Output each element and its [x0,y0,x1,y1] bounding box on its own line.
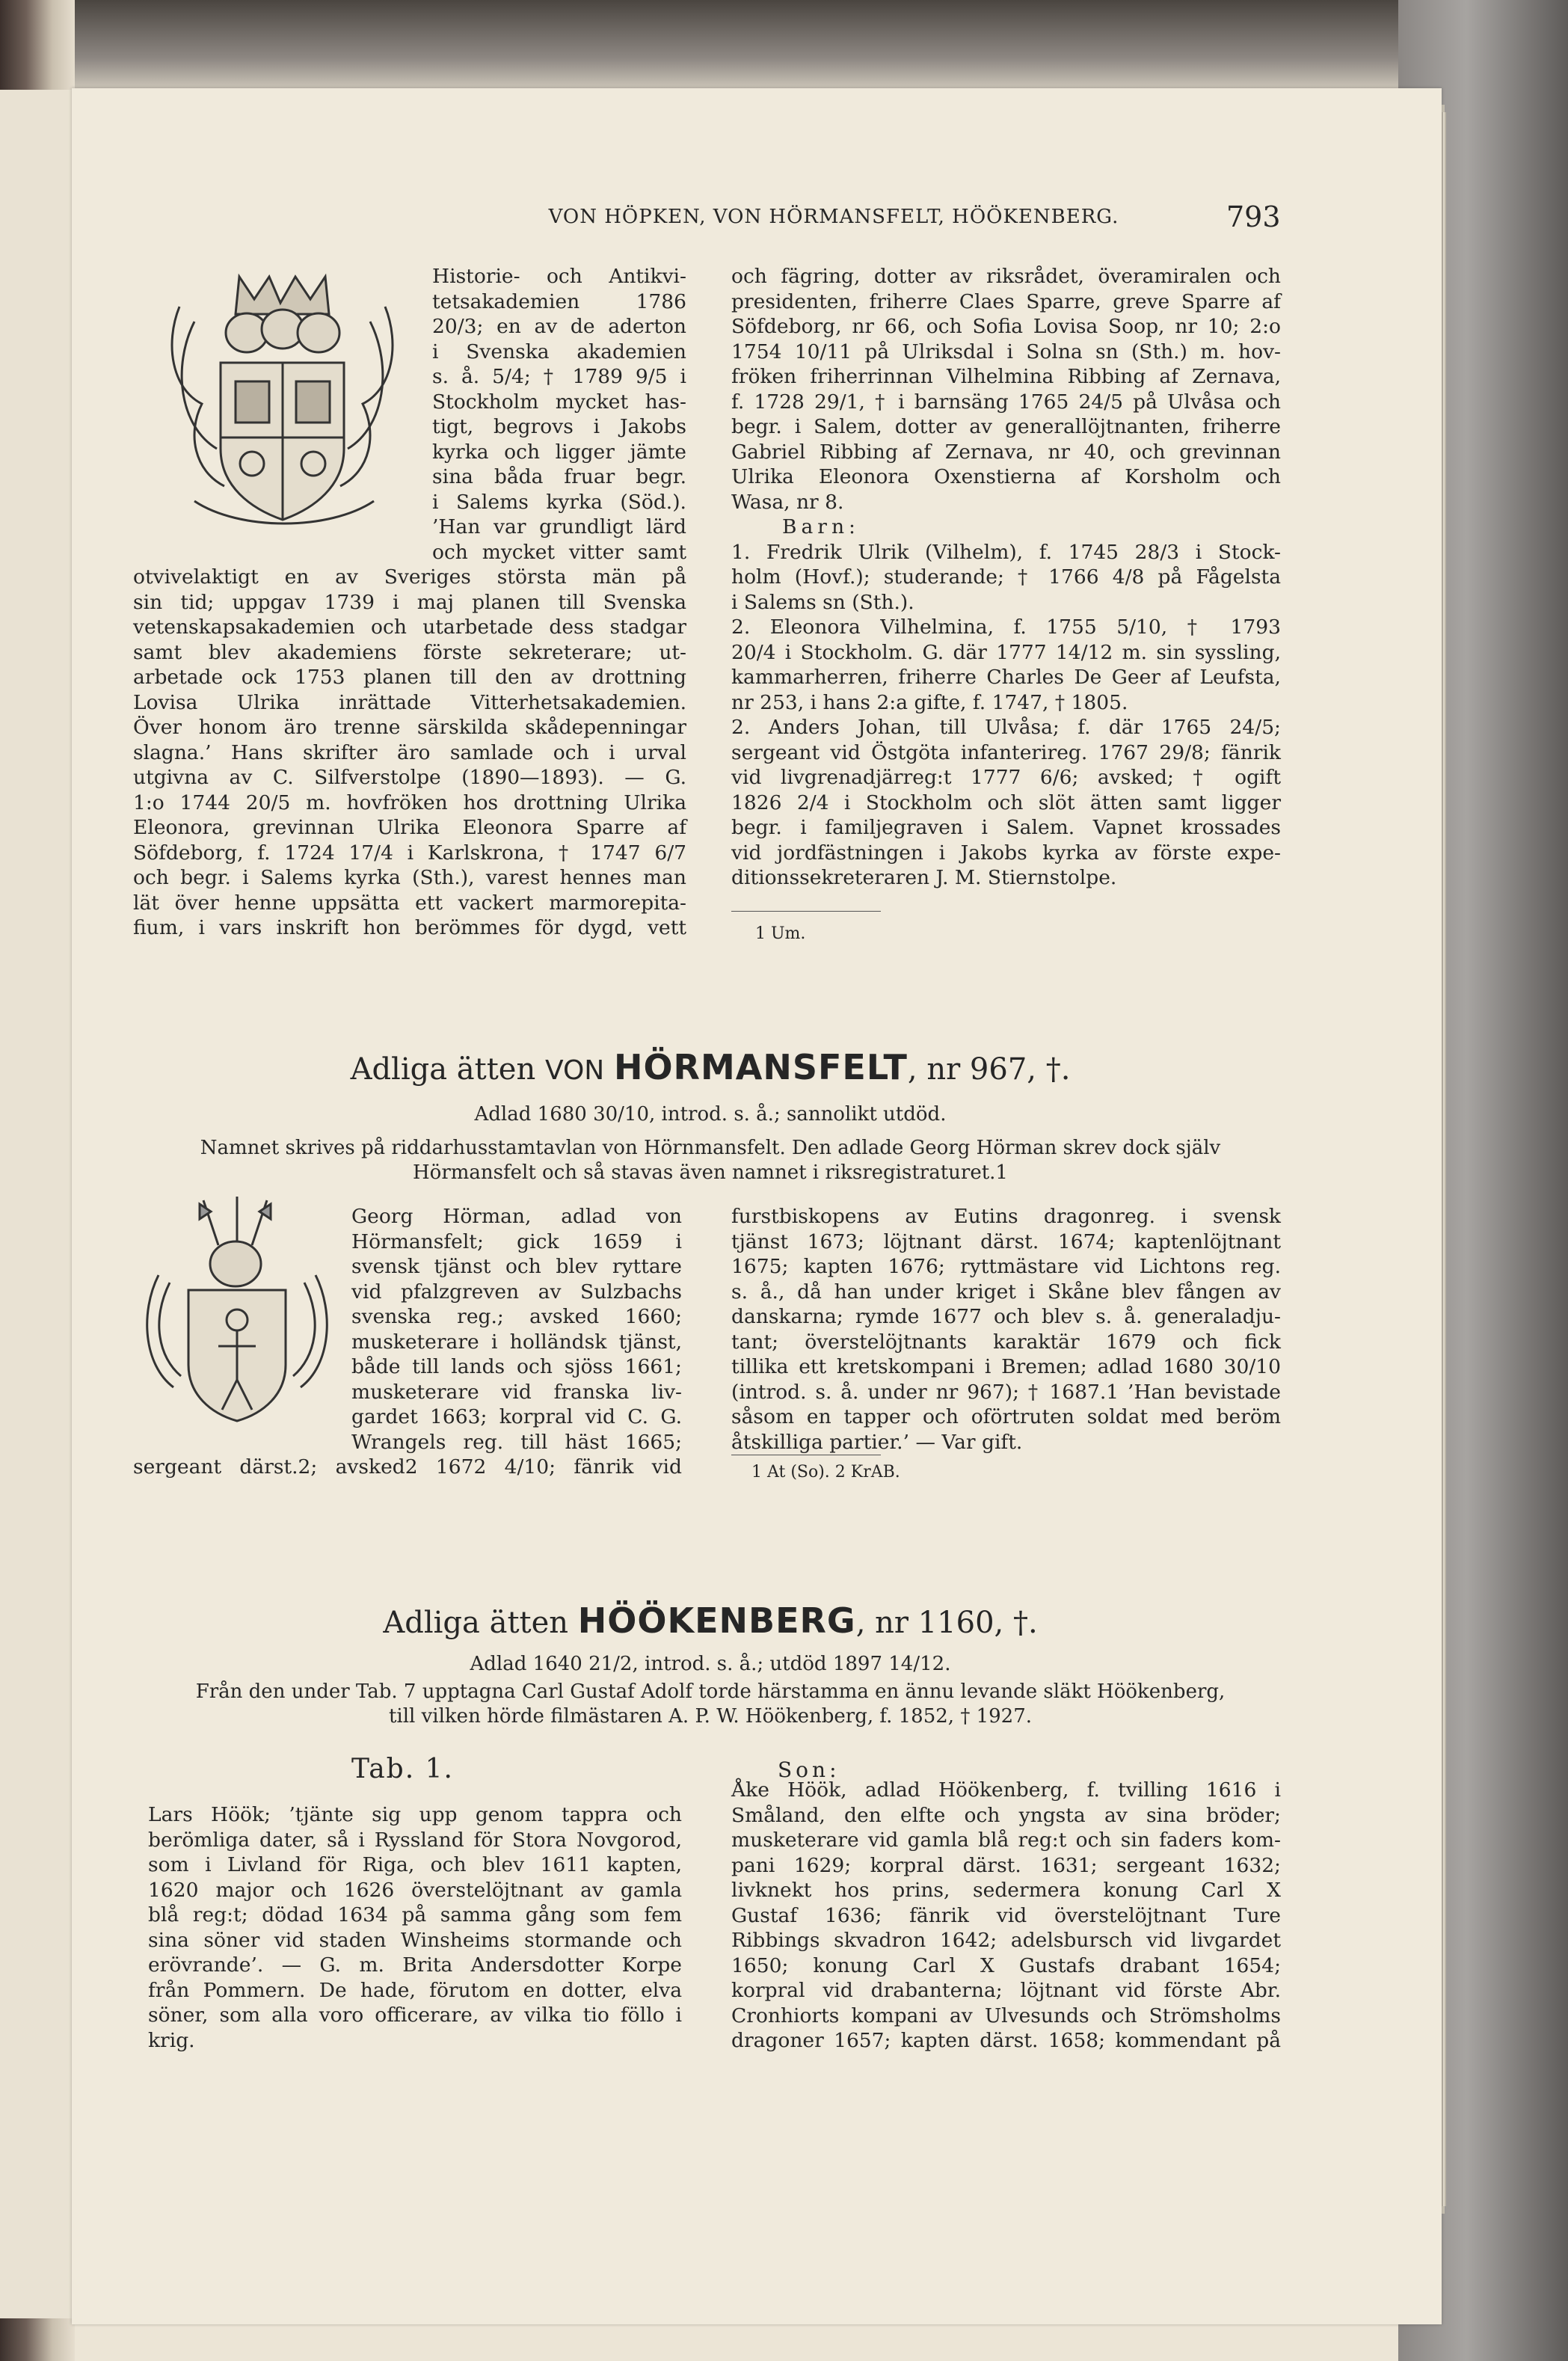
hopken-left-column-full [133,565,686,941]
text-line: Cronhiorts kompani av Ulvesunds och Strömsholms [731,2004,1281,2027]
hormansfelt-right-column [731,1204,1281,1455]
text-line: 20/4 i Stockholm. G. där 1777 14/12 m. sin syssling, [731,640,1281,664]
text-line: pani 1629; korpral därst. 1631; sergeant 1632; [731,1853,1281,1877]
text-line: 2. Eleonora Vilhelmina, f. 1755 5/10, † 1793 [731,615,1281,639]
text-line: svenska reg.; avsked 1660; [351,1305,682,1328]
text-line: 1620 major och 1626 överstelöjtnant av gamla [148,1878,682,1902]
text-line: 1826 2/4 i Stockholm och slöt ätten samt ligger [731,790,1281,814]
text-line: blå reg:t; dödad 1634 på samma gång som fem [148,1903,682,1926]
hookenberg-left-column [148,1802,682,2053]
children-heading: Barn: [782,515,860,538]
son-heading: Son: [778,1757,840,1782]
text-line: sin tid; uppgav 1739 i maj planen till Svenska [133,590,686,614]
text-line: åtskilliga partier.’ — Var gift. [731,1430,1023,1454]
text-line: och mycket vitter samt [432,540,686,564]
hormansfelt-footnotes: 1 At (So). 2 KrAB. [751,1463,900,1482]
text-line: holm (Hovf.); studerande; † 1766 4/8 på Fågelsta [731,565,1281,589]
coat-of-arms-hormansfelt-image [136,1193,338,1432]
text-line: Wrangels reg. till häst 1665; [351,1430,682,1454]
text-line: 2. Anders Johan, till Ulvåsa; f. där 1765 24/5; [731,716,1281,739]
text-line: i Salems sn (Sth.). [731,590,914,614]
hormansfelt-section-title [135,1047,1286,1087]
text-line: 1675; kapten 1676; ryttmästare vid Lichtons reg. [731,1255,1281,1278]
title-name: HÖRMANSFELT [613,1047,908,1087]
text-line: Stockholm mycket has- [432,390,686,414]
footnote-rule [731,911,881,912]
text-line: (introd. s. å. under nr 967); † 1687.1 ’Han bevistade [731,1380,1281,1404]
text-line: Söfdeborg, f. 1724 17/4 i Karlskrona, † 1747 6/7 [133,841,686,865]
hopken-left-column [432,264,686,565]
text-line: vid jordfästningen i Jakobs kyrka av förste expe- [731,841,1281,865]
text-line: arbetade ock 1753 planen till den av drottning [133,666,686,689]
text-line: Åke Höök, adlad Höökenberg, f. tvilling 1616 i [731,1778,1281,1802]
text-line: Ribbings skvadron 1642; adelsbursch vid livgardet [731,1929,1281,1952]
tab-label: Tab. 1. [351,1754,454,1784]
text-line: 1:o 1744 20/5 m. hovfröken hos drottning Ulrika [133,790,686,814]
text-line: erövrande’. — G. m. Brita Andersdotter Korpe [148,1953,682,1977]
text-line: sina söner vid staden Winsheims stormande och [148,1928,682,1952]
text-line: Över honom äro trenne särskilda skådepenningar [133,716,686,739]
text-line: sergeant vid Östgöta infanterireg. 1767 29/8; fänrik [731,740,1281,764]
coat-of-arms-hopken-image [150,262,415,538]
text-line: och begr. i Salems kyrka (Sth.), varest hennes man [133,866,686,889]
hookenberg-note-line1: Från den under Tab. 7 upptagna Carl Gustaf Adolf torde härstamma en ännu levande släkt Höökenberg, [195,1680,1226,1703]
text-line: tant; överstelöjtnants karaktär 1679 och fick [731,1330,1281,1354]
text-line: Historie- och Antikvi- [432,265,686,288]
text-line: utgivna av C. Silfverstolpe (1890—1893). — G. [133,766,686,789]
text-line: i Salems kyrka (Söd.). [432,490,686,514]
text-line: korpral vid drabanterna; löjtnant vid förste Abr. [731,1979,1281,2002]
text-line: ’Han var grundligt lärd [432,515,686,538]
text-line: både till lands och sjöss 1661; [351,1355,682,1378]
title-name: HÖÖKENBERG [577,1600,856,1641]
text-line: slagna.’ Hans skrifter äro samlade och i urval [133,740,686,764]
title-suffix: , nr 967, †. [907,1052,1071,1087]
text-line: Gustaf 1636; fänrik vid överstelöjtnant Ture [731,1903,1281,1927]
text-line: danskarna; rymde 1677 och blev s. å. generaladju- [731,1305,1281,1328]
text-line: Wasa, nr 8. [731,490,844,514]
text-line: söner, som alla voro officerare, av vilka tio föllo i [148,2004,682,2027]
text-line: och fägring, dotter av riksrådet, överamiralen och [731,265,1281,288]
text-line: begr. i familjegraven i Salem. Vapnet krossades [731,816,1281,839]
title-prefix: Adliga ätten [383,1606,569,1640]
text-line: ditionssekreteraren J. M. Stiernstolpe. [731,866,1117,889]
title-suffix: , nr 1160, †. [855,1606,1038,1640]
hormansfelt-note-line2: Hörmansfelt och så stavas även namnet i riksregistraturet.1 [413,1161,1008,1184]
text-line: Gabriel Ribbing af Zernava, nr 40, och grevinnan [731,440,1281,464]
text-line: begr. i Salem, dotter av generallöjtnanten, friherre [731,415,1281,438]
text-line: musketerare vid gamla blå reg:t och sin faders kom- [731,1829,1281,1852]
text-line: 1650; konung Carl X Gustafs drabant 1654; [731,1953,1281,1977]
text-line: som i Livland för Riga, och blev 1611 kapten, [148,1853,682,1876]
hormansfelt-subtitle: Adlad 1680 30/10, introd. s. å.; sannolikt utdöd. [474,1103,947,1126]
text-line: Lovisa Ulrika inrättade Vitterhetsakademien. [133,690,686,714]
text-line: Småland, den elfte och yngsta av sina bröder; [731,1803,1281,1827]
text-line: berömliga dater, så i Ryssland för Stora Novgorod, [148,1828,682,1852]
text-line: livknekt hos prins, sedermera konung Carl X [731,1879,1281,1902]
text-line: fium, i vars inskrift hon berömmes för dygd, vett [133,916,686,939]
title-von: VON [544,1055,605,1086]
page-number: 793 [1226,200,1281,233]
hopken-right-column [731,264,1281,891]
text-line: Eleonora, grevinnan Ulrika Eleonora Sparre af [133,816,686,839]
hormansfelt-left-column [351,1204,682,1455]
text-line: 1. Fredrik Ulrik (Vilhelm), f. 1745 28/3 i Stock- [731,540,1281,564]
text-line: gardet 1663; korpral vid C. G. [351,1405,682,1428]
text-line: kyrka och ligger jämte [432,440,686,464]
title-prefix: Adliga ätten [350,1052,536,1087]
hookenberg-section-title [135,1600,1286,1641]
text-line: sergeant därst.2; avsked2 1672 4/10; fänrik vid [133,1455,682,1479]
photo-background-top [0,0,1568,97]
text-line: s. å. 5/4; † 1789 9/5 i [432,365,686,388]
text-line: sina båda fruar begr. [432,465,686,488]
text-line: Söfdeborg, nr 66, och Sofia Lovisa Soop, nr 10; 2:o [731,315,1281,338]
hormansfelt-left-column-last [133,1455,682,1480]
text-line: musketerare i holländsk tjänst, [351,1330,682,1354]
text-line: musketerare vid franska liv- [351,1380,682,1404]
text-line: tjänst 1673; löjtnant därst. 1674; kaptenlöjtnant [731,1229,1281,1253]
text-line: s. å., då han under kriget i Skåne blev fången av [731,1280,1281,1304]
text-line: fröken friherrinnan Vilhelmina Ribbing af Zernava, [731,365,1281,388]
text-line: dragoner 1657; kapten därst. 1658; kommendant på [731,2029,1281,2052]
hormansfelt-note-line1: Namnet skrives på riddarhusstamtavlan von Hörnmansfelt. Den adlade Georg Hörman skrev dock själv [200,1137,1221,1159]
text-line: Georg Hörman, adlad von [351,1205,682,1228]
text-line: vid pfalzgreven av Sulzbachs [351,1280,682,1304]
text-line: tigt, begrovs i Jakobs [432,415,686,438]
text-line: svensk tjänst och blev ryttare [351,1255,682,1278]
hookenberg-right-column [731,1778,1281,2054]
text-line: såsom en tapper och oförtruten soldat med beröm [731,1405,1281,1428]
hookenberg-subtitle: Adlad 1640 21/2, introd. s. å.; utdöd 1897 14/12. [470,1653,951,1675]
text-line: krig. [148,2028,195,2052]
text-line: vid livgrenadjärreg:t 1777 6/6; avsked; † ogift [731,766,1281,789]
text-line: 20/3; en av de aderton [432,315,686,338]
text-line: presidenten, friherre Claes Sparre, greve Sparre af [731,289,1281,313]
running-head: VON HÖPKEN, VON HÖRMANSFELT, HÖÖKENBERG. [548,206,1119,228]
text-line: lät över henne uppsätta ett vackert marmorepita- [133,891,686,915]
text-line: furstbiskopens av Eutins dragonreg. i svensk [731,1205,1281,1228]
text-line: 1754 10/11 på Ulriksdal i Solna sn (Sth.) m. hov- [731,340,1281,363]
text-line: kammarherren, friherre Charles De Geer af Leufsta, [731,666,1281,689]
text-line: vetenskapsakademien och utarbetade dess stadgar [133,615,686,639]
text-line: f. 1728 29/1, † i barnsäng 1765 24/5 på Ulvåsa och [731,390,1281,414]
text-line: tetsakademien 1786 [432,289,686,313]
text-line: i Svenska akademien [432,340,686,363]
text-line: från Pommern. De hade, förutom en dotter, elva [148,1978,682,2002]
facing-page [0,90,72,2318]
footnote: 1 Um. [755,924,806,943]
text-line: nr 253, i hans 2:a gifte, f. 1747, † 1805. [731,690,1128,714]
text-line: Hörmansfelt; gick 1659 i [351,1229,682,1253]
text-line: samt blev akademiens förste sekreterare; ut- [133,640,686,664]
text-line: otvivelaktigt en av Sveriges största män på [133,565,686,589]
hookenberg-note-line2: till vilken hörde filmästaren A. P. W. Höökenberg, f. 1852, † 1927. [388,1705,1033,1728]
text-line: Lars Höök; ’tjänte sig upp genom tappra och [148,1803,682,1826]
text-line: tillika ett kretskompani i Bremen; adlad 1680 30/10 [731,1355,1281,1378]
text-line: Ulrika Eleonora Oxenstierna af Korsholm och [731,465,1281,488]
